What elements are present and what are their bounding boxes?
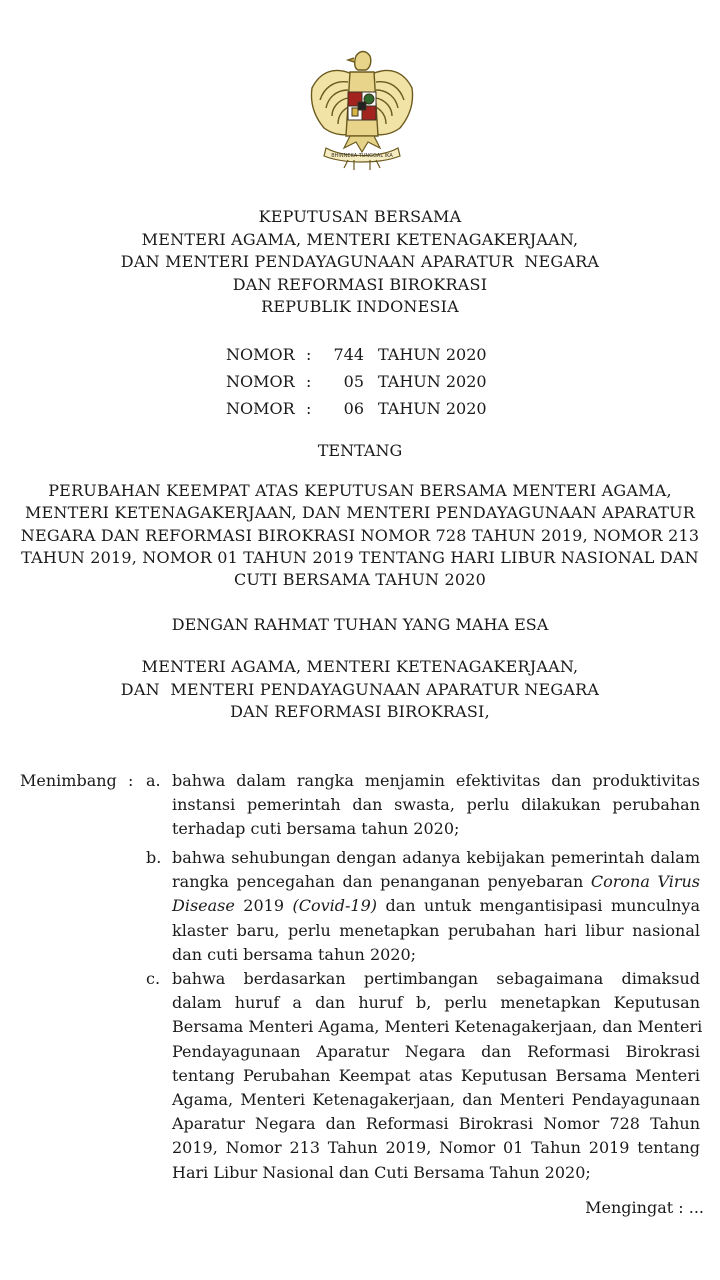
item-a-text: [172, 769, 700, 842]
item-line: bahwa dalam rangka menjamin efektivitas dan produktivitas: [172, 771, 700, 790]
nomor-label: NOMOR: [226, 372, 295, 391]
nomor-year: TAHUN 2020: [378, 372, 487, 391]
ministers-line: DAN MENTERI PENDAYAGUNAAN APARATUR NEGARA: [120, 679, 600, 699]
tentang-heading: TENTANG: [317, 441, 403, 460]
item-line: Agama, Menteri Ketenagakerjaan, dan Menteri Pendayagunaan: [172, 1090, 700, 1110]
nomor-year: TAHUN 2020: [378, 345, 487, 364]
ministers-line: DAN REFORMASI BIROKRASI,: [230, 702, 490, 721]
title-line: REPUBLIK INDONESIA: [261, 297, 459, 316]
item-line: bahwa berdasarkan pertimbangan sebagaimana dimaksud: [172, 969, 700, 988]
nomor-year: TAHUN 2020: [378, 399, 487, 418]
nomor-label: NOMOR: [226, 345, 295, 364]
item-line: bahwa sehubungan dengan adanya kebijakan pemerintah dalam: [172, 848, 700, 867]
item-letter-c: c.: [146, 969, 161, 988]
decree-numbers: [226, 341, 487, 422]
item-letter-a: a.: [146, 771, 161, 790]
item-line: klaster baru, perlu menetapkan perubahan hari libur nasional: [172, 920, 700, 940]
title-line: DAN MENTERI PENDAYAGUNAAN APARATUR NEGARA: [120, 252, 600, 271]
subject-line: PERUBAHAN KEEMPAT ATAS KEPUTUSAN BERSAMA MENTERI AGAMA,: [48, 481, 672, 500]
item-b-text: [172, 846, 700, 967]
item-line: terhadap cuti bersama tahun 2020;: [172, 819, 460, 839]
ministers-block: [0, 656, 720, 724]
item-line: dan cuti bersama tahun 2020;: [172, 944, 417, 964]
item-line: [172, 870, 700, 894]
item-line: dalam huruf a dan huruf b, perlu menetapkan Keputusan: [172, 993, 700, 1013]
item-line: [172, 894, 700, 918]
subject-line: NEGARA DAN REFORMASI BIROKRASI NOMOR 728 TAHUN 2019, NOMOR 213: [20, 525, 700, 545]
item-text-span: dan untuk mengantisipasi munculnya: [385, 896, 700, 916]
nomor-colon: :: [306, 345, 312, 364]
item-text-span: 2019: [243, 896, 285, 916]
item-text-italic: Corona Virus: [590, 872, 700, 892]
nomor-row: [226, 368, 487, 395]
menimbang-colon: :: [128, 771, 134, 790]
nomor-number: 05: [343, 372, 364, 391]
garuda-emblem-icon: [304, 44, 420, 172]
item-c-text: [172, 967, 703, 1185]
nomor-label: NOMOR: [226, 399, 295, 418]
item-line: instansi pemerintah dan swasta, perlu dilakukan perubahan: [172, 795, 700, 815]
subject-line: MENTERI KETENAGAKERJAAN, DAN MENTERI PENDAYAGUNAAN APARATUR: [24, 503, 696, 523]
decree-title: [0, 206, 720, 319]
item-letter-b: b.: [146, 848, 162, 867]
item-text-span: rangka pencegahan dan penanganan penyebaran: [172, 872, 584, 892]
item-line: Hari Libur Nasional dan Cuti Bersama Tahun 2020;: [172, 1162, 591, 1182]
subject-line: CUTI BERSAMA TAHUN 2020: [233, 570, 487, 590]
nomor-colon: :: [306, 372, 312, 391]
title-line: DAN REFORMASI BIROKRASI: [232, 274, 488, 294]
nomor-colon: :: [306, 399, 312, 418]
item-text-italic: Disease: [172, 896, 235, 916]
mengingat-continuation: Mengingat : ...: [585, 1198, 704, 1217]
item-line: 2019, Nomor 213 Tahun 2019, Nomor 01 Tahun 2019 tentang: [172, 1138, 700, 1158]
decree-subject: [0, 480, 720, 591]
menimbang-label: Menimbang: [20, 771, 117, 790]
title-line: KEPUTUSAN BERSAMA: [258, 207, 462, 226]
nomor-number: 06: [343, 399, 364, 418]
svg-text:BHINNEKA TUNGGAL IKA: BHINNEKA TUNGGAL IKA: [331, 153, 393, 159]
item-line: Bersama Menteri Agama, Menteri Ketenagakerjaan, dan Menteri: [172, 1017, 703, 1037]
ministers-line: MENTERI AGAMA, MENTERI KETENAGAKERJAAN,: [141, 657, 579, 676]
rahmat-line: DENGAN RAHMAT TUHAN YANG MAHA ESA: [171, 615, 549, 634]
item-text-italic: (Covid-19): [292, 896, 377, 916]
nomor-row: [226, 395, 487, 422]
nomor-number: 744: [333, 345, 364, 364]
title-line: MENTERI AGAMA, MENTERI KETENAGAKERJAAN,: [141, 229, 579, 249]
item-line: Aparatur Negara dan Reformasi Birokrasi Nomor 728 Tahun: [172, 1114, 700, 1134]
subject-line: TAHUN 2019, NOMOR 01 TAHUN 2019 TENTANG HARI LIBUR NASIONAL DAN: [21, 547, 699, 567]
item-line: tentang Perubahan Keempat atas Keputusan Bersama Menteri: [172, 1065, 700, 1085]
nomor-row: [226, 341, 487, 368]
item-line: Pendayagunaan Aparatur Negara dan Reformasi Birokrasi: [172, 1041, 700, 1061]
